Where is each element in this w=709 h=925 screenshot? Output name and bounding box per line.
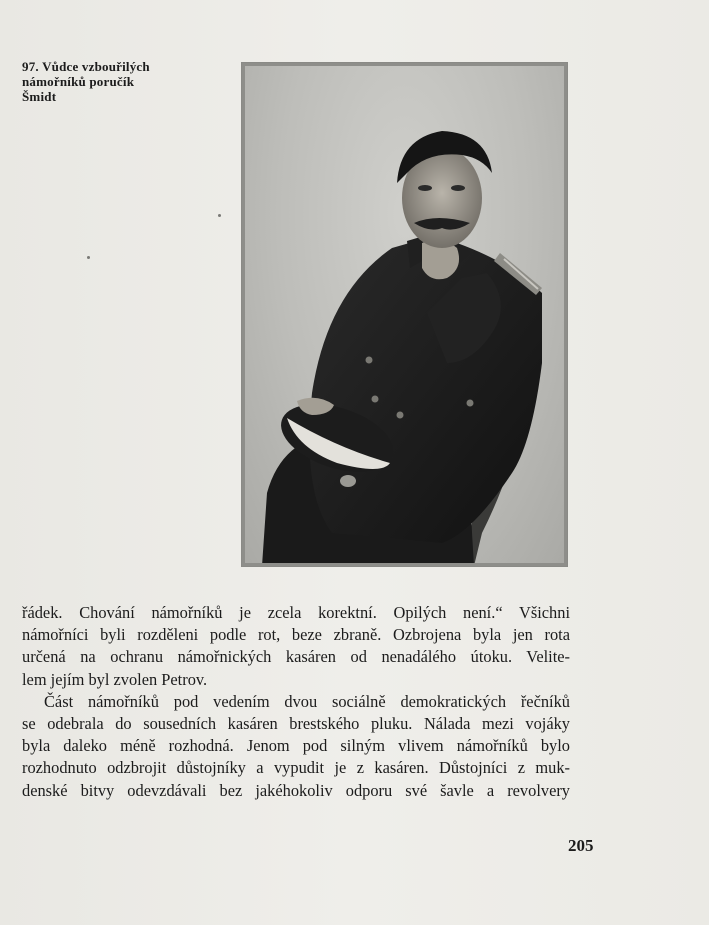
photo-caption xyxy=(22,59,222,104)
text-line: se odebrala do sousedních kasáren brestského pluku. Nálada mezi vojáky xyxy=(22,714,570,734)
print-speck xyxy=(87,256,90,259)
body-text xyxy=(22,602,570,802)
caption-line: Šmidt xyxy=(22,89,57,104)
text-line: řádek. Chování námořníků je zcela korektní. Opilých není.“ Všichni xyxy=(22,603,570,622)
portrait-illustration xyxy=(242,63,567,566)
text-line: lem jejím byl zvolen Petrov. xyxy=(22,669,208,689)
text-line: Část námořníků pod vedením dvou sociálně demokratických řečníků xyxy=(44,691,570,711)
text-line: určená na ochranu námořnických kasáren od nenadálého útoku. Velite- xyxy=(22,647,570,667)
text-line: byla daleko méně rozhodná. Jenom pod silným vlivem námořníků bylo xyxy=(22,736,570,756)
print-speck xyxy=(218,214,221,217)
page-number: 205 xyxy=(568,836,594,855)
text-line: námořníci byli rozděleni podle rot, beze zbraně. Ozbrojena byla jen rota xyxy=(22,625,570,645)
portrait-photo xyxy=(241,62,568,567)
caption-line: námořníků poručík xyxy=(22,74,135,89)
text-line: denské bitvy odevzdávali bez jakéhokoliv odporu své šavle a revolvery xyxy=(22,780,570,800)
caption-line: 97. Vůdce vzbouřilých xyxy=(22,59,150,74)
text-line: rozhodnuto odzbrojit důstojníky a vypudit je z kasáren. Důstojníci z muk- xyxy=(22,758,570,778)
